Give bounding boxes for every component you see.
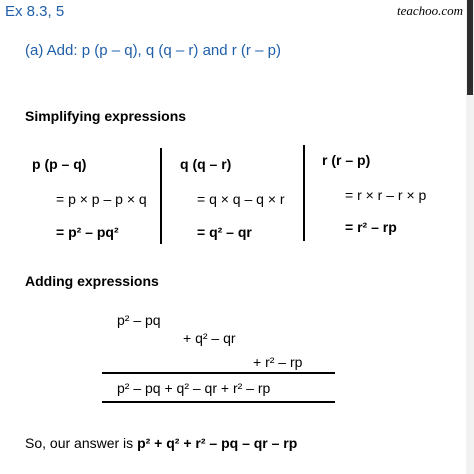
- scrollbar-thumb[interactable]: [467, 0, 473, 95]
- col1-result: = p² – pq²: [56, 224, 119, 240]
- addition-sum: p² – pq + q² – qr + r² – rp: [117, 380, 271, 396]
- answer-line: [25, 436, 297, 450]
- sum-line-bottom: [102, 401, 335, 403]
- section-heading-adding: Adding expressions: [25, 273, 159, 289]
- answer-value: p² + q² + r² – pq – qr – rp: [137, 435, 298, 451]
- addition-row-3: + r² – rp: [253, 354, 303, 370]
- column-divider: [303, 145, 305, 241]
- answer-prefix: So, our answer is: [25, 435, 138, 451]
- addition-row-1: p² – pq: [117, 312, 161, 328]
- sum-line-top: [102, 372, 335, 374]
- col3-expression: r (r – p): [322, 152, 371, 168]
- brand-logo: teachoo.com: [397, 3, 464, 18]
- col2-result: = q² – qr: [197, 224, 252, 240]
- col2-step: = q × q – q × r: [197, 191, 285, 207]
- col3-result: = r² – rp: [345, 219, 397, 235]
- scrollbar[interactable]: [466, 0, 474, 474]
- addition-row-2: + q² – qr: [183, 330, 236, 346]
- exercise-title: Ex 8.3, 5: [5, 3, 65, 20]
- section-heading-simplifying: Simplifying expressions: [25, 108, 187, 124]
- col3-step: = r × r – r × p: [345, 187, 427, 203]
- col1-expression: p (p – q): [32, 156, 87, 172]
- col2-expression: q (q – r): [180, 156, 232, 172]
- column-divider: [160, 148, 162, 244]
- question-text: (a) Add: p (p – q), q (q – r) and r (r – p): [25, 42, 281, 59]
- col1-step: = p × p – p × q: [56, 191, 147, 207]
